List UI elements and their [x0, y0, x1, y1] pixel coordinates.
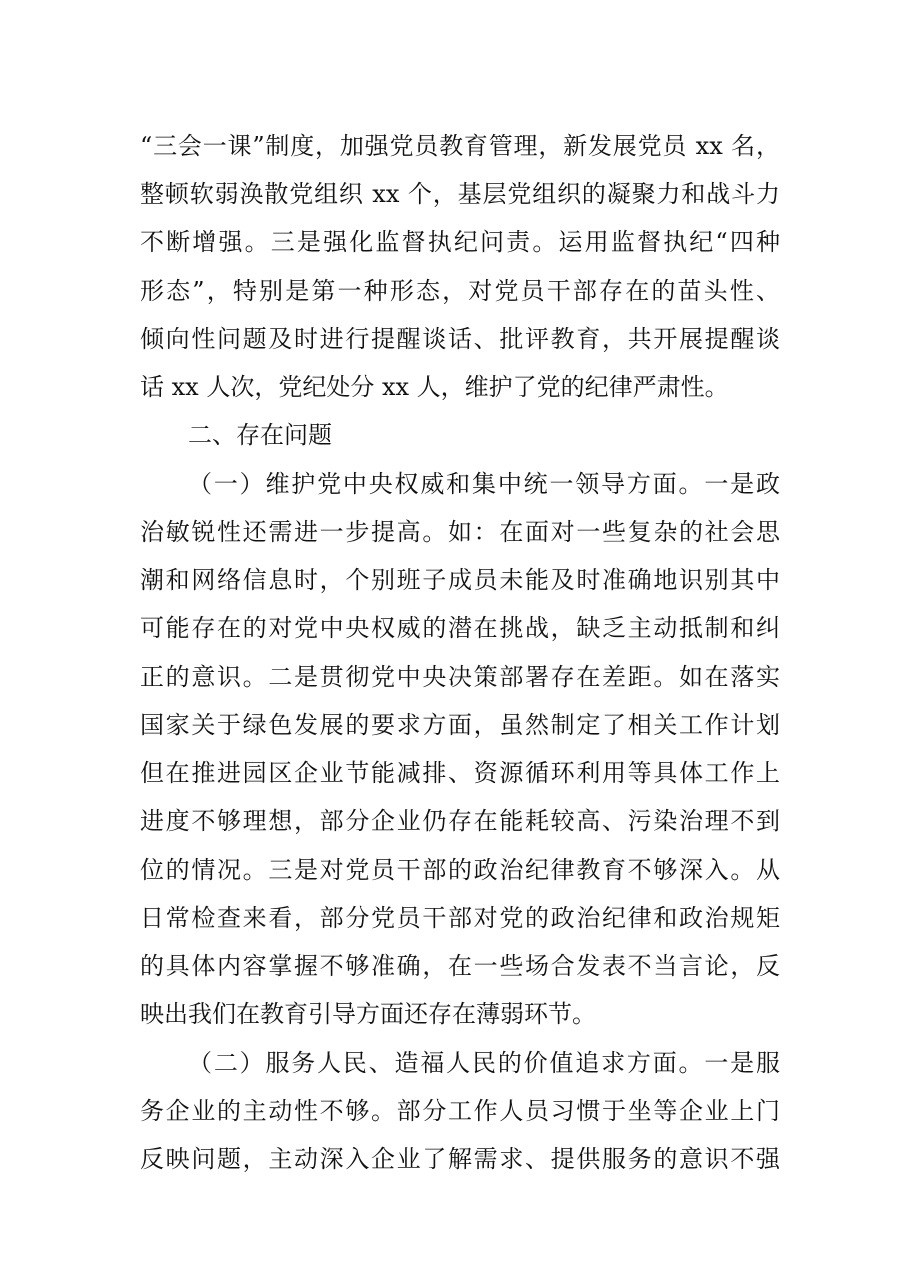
text-line: 正的意识。二是贯彻党中央决策部署存在差距。如在落实 [140, 663, 780, 691]
text-line: 的具体内容掌握不够准确，在一些场合发表不当言论，反 [140, 952, 780, 980]
text-line: 潮和网络信息时，个别班子成员未能及时准确地识别其中 [140, 566, 780, 594]
text-line: 日常检查来看，部分党员干部对党的政治纪律和政治规矩 [140, 904, 780, 932]
paragraph-first-line: （一）维护党中央权威和集中统一领导方面。一是政 [188, 470, 780, 498]
paragraph-first-line: （二）服务人民、造福人民的价值追求方面。一是服 [188, 1049, 780, 1077]
text-line: 形态”，特别是第一种形态，对党员干部存在的苗头性、 [140, 277, 780, 305]
section-heading: 二、存在问题 [188, 421, 332, 449]
text-line: 整顿软弱涣散党组织 xx 个，基层党组织的凝聚力和战斗力 [140, 180, 780, 208]
text-line: 不断增强。三是强化监督执纪问责。运用监督执纪“四种 [140, 228, 780, 256]
text-line: 务企业的主动性不够。部分工作人员习惯于坐等企业上门 [140, 1097, 780, 1125]
text-line: 映出我们在教育引导方面还存在薄弱环节。 [140, 1000, 596, 1028]
text-line: 国家关于绿色发展的要求方面，虽然制定了相关工作计划 [140, 711, 780, 739]
text-line: 反映问题，主动深入企业了解需求、提供服务的意识不强 [140, 1145, 780, 1173]
text-line: 倾向性问题及时进行提醒谈话、批评教育，共开展提醒谈 [140, 325, 780, 353]
text-line: 进度不够理想，部分企业仍存在能耗较高、污染治理不到 [140, 807, 780, 835]
text-line: 话 xx 人次，党纪处分 xx 人，维护了党的纪律严肃性。 [140, 373, 729, 401]
text-line: 治敏锐性还需进一步提高。如：在面对一些复杂的社会思 [140, 518, 780, 546]
text-line: 位的情况。三是对党员干部的政治纪律教育不够深入。从 [140, 856, 780, 884]
text-line: “三会一课”制度，加强党员教育管理，新发展党员 xx 名， [140, 132, 780, 160]
text-line: 可能存在的对党中央权威的潜在挑战，缺乏主动抵制和纠 [140, 614, 780, 642]
text-line: 但在推进园区企业节能减排、资源循环利用等具体工作上 [140, 759, 780, 787]
